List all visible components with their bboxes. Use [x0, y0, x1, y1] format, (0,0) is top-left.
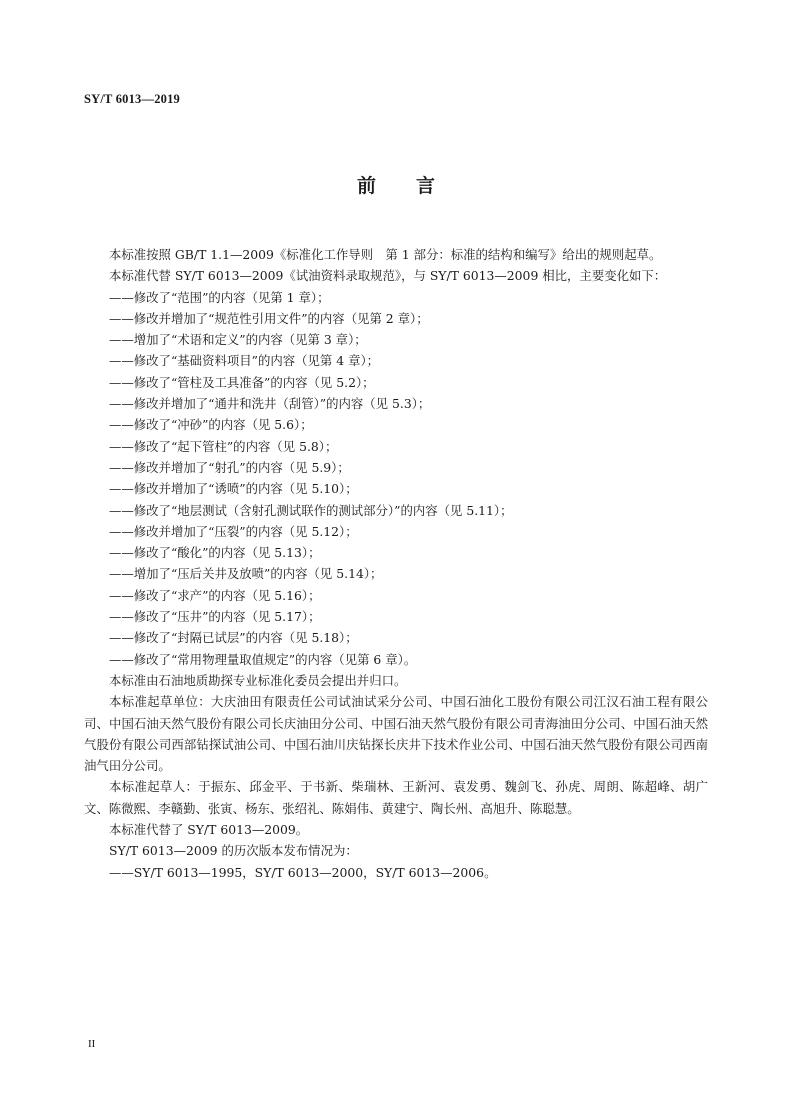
- list-item: ——修改了“压井”的内容（见 5.17）；: [109, 609, 321, 625]
- list-item: ——修改了“冲砂”的内容（见 5.6）；: [109, 417, 313, 433]
- page-title: 前言: [356, 175, 475, 197]
- intro-paragraph: 本标准按照 GB/T 1.1—2009《标准化工作导则 第 1 部分：标准的结构和编写》给出的规则起草。: [109, 247, 662, 262]
- list-item: ——修改了“酸化”的内容（见 5.13）；: [109, 545, 321, 561]
- proposer-paragraph: 本标准由石油地质勘探专业标准化委员会提出并归口。: [109, 672, 407, 688]
- page-number: II: [88, 1038, 96, 1050]
- list-item: ——修改了“封隔已试层”的内容（见 5.18）；: [109, 630, 358, 646]
- list-item: ——修改了“求产”的内容（见 5.16）；: [109, 587, 321, 603]
- intro-paragraph: 本标准代替 SY/T 6013—2009《试油资料录取规范》，与 SY/T 6013—2009 相比，主要变化如下：: [109, 268, 667, 284]
- replacement-paragraph: 本标准代替了 SY/T 6013—2009。: [109, 822, 309, 838]
- drafters-paragraph: 本标准起草人：于振东、邱金平、于书新、柴瑞林、王新河、袁发勇、魏剑飞、孙虎、周朗、陈超峰、胡广文、陈微熙、李赣勤、张寅、杨东、张绍礼、陈娟伟、黄建宁、陶长州、高旭升、陈聪慧。: [84, 779, 708, 816]
- standard-code: SY/T 6013—2019: [84, 92, 180, 106]
- list-item: ——修改了“范围”的内容（见第 1 章）；: [109, 289, 330, 305]
- list-item: ——修改了“基础资料项目”的内容（见第 4 章）；: [109, 353, 380, 369]
- list-item: ——修改并增加了“射孔”的内容（见 5.9）；: [109, 459, 350, 475]
- list-item: ——修改并增加了“诱喷”的内容（见 5.10）；: [109, 481, 358, 497]
- history-intro-paragraph: SY/T 6013—2009 的历次版本发布情况为：: [109, 843, 358, 859]
- list-item: ——修改并增加了“压裂”的内容（见 5.12）；: [109, 523, 358, 539]
- drafting-units-paragraph: 本标准起草单位：大庆油田有限责任公司试油试采分公司、中国石油化工股份有限公司江汉石油工程有限公司、中国石油天然气股份有限公司长庆油田分公司、中国石油天然气股份有限公司青海油田分公司、中国石油天然气股份有限公司西部钻探试油公司、中国石油川庆钻探长庆井下技术作业公司、中国石油天然气股份有限公司西南油气田分公司。: [84, 694, 708, 774]
- history-list-item: ——SY/T 6013—1995，SY/T 6013—2000，SY/T 6013—2006。: [109, 864, 497, 880]
- list-item: ——修改并增加了“规范性引用文件”的内容（见第 2 章）；: [109, 310, 429, 326]
- list-item: ——增加了“压后关井及放喷”的内容（见 5.14）；: [109, 566, 383, 582]
- list-item: ——修改并增加了“通井和洗井（刮管）”的内容（见 5.3）；: [109, 396, 431, 412]
- list-item: ——修改了“起下管柱”的内容（见 5.8）；: [109, 438, 338, 454]
- list-item: ——修改了“管柱及工具准备”的内容（见 5.2）；: [109, 374, 375, 390]
- list-item: ——增加了“术语和定义”的内容（见第 3 章）；: [109, 332, 367, 348]
- changes-list: [84, 287, 708, 670]
- list-item: ——修改了“常用物理量取值规定”的内容（见第 6 章）。: [109, 651, 417, 667]
- preface-body: [84, 244, 708, 883]
- list-item: ——修改了“地层测试（含射孔测试联作的测试部分）”的内容（见 5.11）；: [109, 502, 513, 518]
